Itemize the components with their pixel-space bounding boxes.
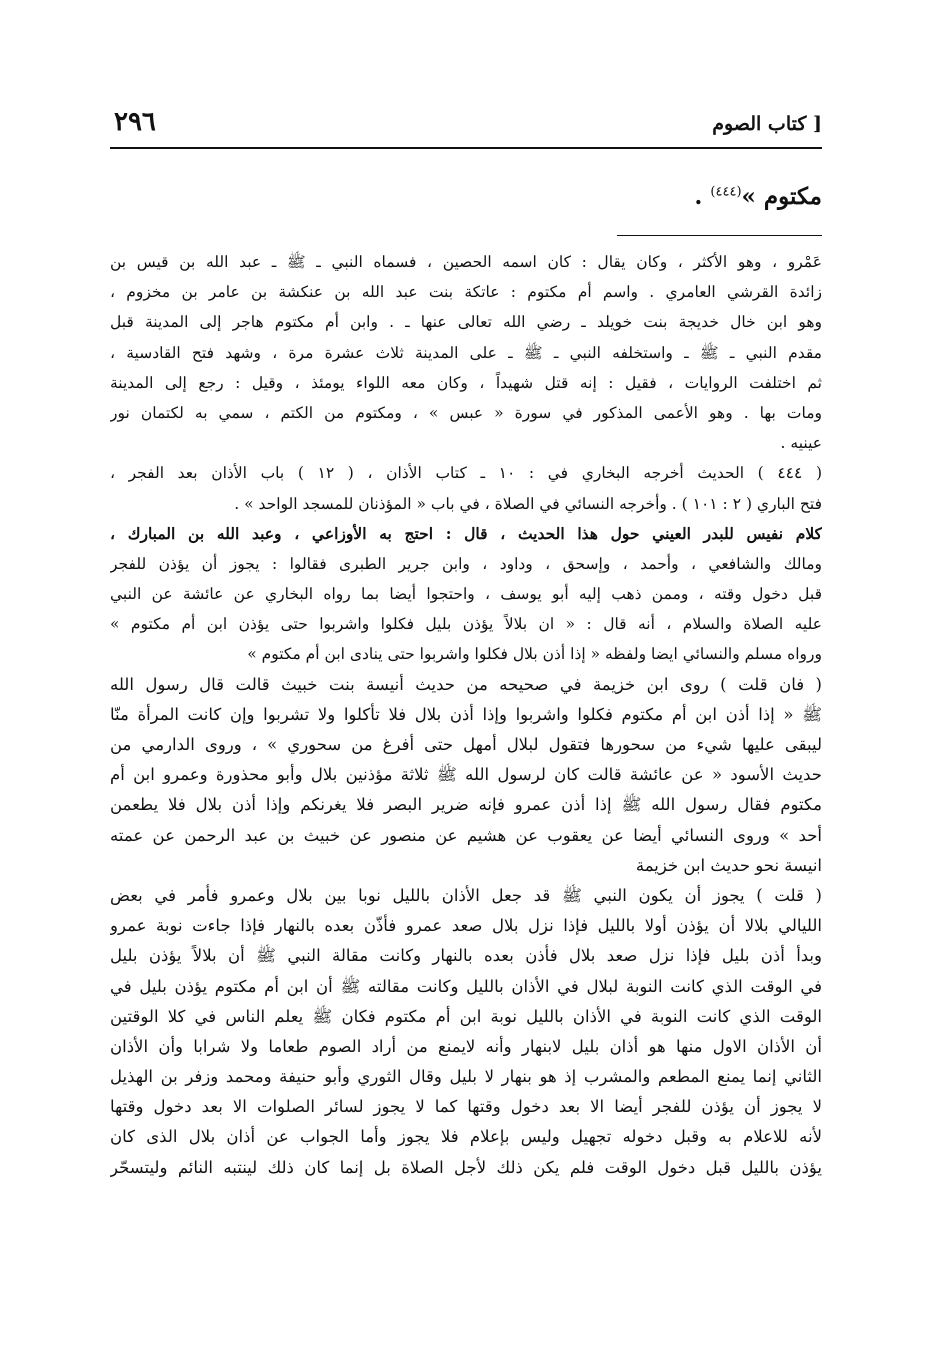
book-title: [ كتاب الصوم [712, 113, 822, 135]
note-line: عليه الصلاة والسلام ، أنه قال : « ان بلالاً يؤذن بليل فكلوا واشربوا حتى يؤذن ابن أم مكتوم » [110, 615, 822, 634]
note-line: وبدأ أذن بليل فإذا نزل صعد بلال فأذن بعده بالنهار وكانت مقالة النبي ﷺ أن بلالاً يؤذن بليل [110, 946, 822, 966]
footnote-reference: (٤٤٤) [710, 184, 742, 200]
note-line: ( قلت ) يجوز أن يكون النبي ﷺ قد جعل الأذان بالليل نوبا بين بلال وعمرو فأمر في بعض [110, 885, 822, 905]
note-line: حديث الأسود « عن عائشة قالت كان لرسول الله ﷺ ثلاثة مؤذنين بلال وأبو محذورة وعمرو ابن أم [110, 765, 822, 785]
document-page [110, 95, 822, 1177]
footnotes [110, 247, 822, 1183]
note-line: زائدة القرشي العامري . واسم أم مكتوم : عاتكة بنت عبد الله بن عنكشة بن عامر بن مخزوم ، [110, 283, 822, 302]
note-line: ﷺ « إذا أذن ابن أم مكتوم فكلوا واشربوا وإذا أذن بلال فلا تأكلوا ولا تشربوا وإن كانت المرأة منّا [110, 704, 822, 724]
main-text [694, 183, 822, 210]
note-line: في الوقت الذي كانت النوبة لبلال في الأذان بالليل وكانت مقالته ﷺ أن ابن أم مكتوم يؤذن بليل في [110, 976, 822, 996]
note-line: عَمْرو ، وهو الأكثر ، وكان يقال : كان اسمه الحصين ، فسماه النبي ـ ﷺ ـ عبد الله بن قيس بن [110, 253, 822, 271]
note-line: يؤذن بالليل قبل دخول الوقت فلم يكن ذلك لأجل الصلاة بل إنما كان ذلك لينتبه النائم وليتسحّر [110, 1157, 822, 1177]
page-header [110, 95, 822, 145]
footnote-divider [617, 235, 822, 236]
note-line: ومات بها . وهو الأعمى المذكور في سورة « عبس » ، ومكتوم من الكتم ، سمي به لكتمان نور [110, 403, 822, 422]
note-line: قبل دخول وقته ، وممن ذهب إليه أبو يوسف ، واحتجوا أيضا بما رواه البخاري عن عائشة عن النبي [110, 585, 822, 604]
note-line: كلام نفيس للبدر العيني حول هذا الحديث ، قال : احتج به الأوزاعي ، وعبد الله بن المبارك ، [110, 523, 822, 543]
note-line: ثم اختلفت الروايات ، فقيل : إنه قتل شهيداً ، وكان معه اللواء يومئذ ، وقيل : رجع إلى المدينة [110, 373, 822, 392]
note-line: فتح الباري ( ٢ : ١٠١ ) . وأخرجه النسائي في الصلاة ، في باب « المؤذنان للمسجد الواحد » . [234, 494, 822, 513]
page-number: ٢٩٦ [114, 107, 156, 137]
note-line: ورواه مسلم والنسائي ايضا ولفظه « إذا أذن بلال فكلوا واشربوا حتى ينادى ابن أم مكتوم » [247, 645, 822, 664]
note-line: أحد » وروى النسائي أيضا عن يعقوب عن هشيم عن منصور عن خبيث بن عبد الرحمن عن عمته [110, 825, 822, 845]
note-line: أن الأذان الاول منها هو أذان بليل لابنهار وأنه لايمنع من أراد الصوم طعاما ولا شرابا وأن الأذان [110, 1036, 822, 1056]
note-line: الوقت الذي كانت النوبة في الأذان بالليل نوبة ابن أم مكتوم فكان ﷺ يعلم الناس في كلا الوقتين [110, 1006, 822, 1026]
note-line: لا يجوز أن يؤذن للفجر أيضا الا بعد دخول وقتها كما لا يجوز لسائر الصلوات الا بعد دخول وقتها [110, 1097, 822, 1117]
note-line: مكتوم فقال رسول الله ﷺ إذا أذن عمرو فإنه ضرير البصر فلا يغرنكم وإذا أذن بلال فلا يطعمن [110, 795, 822, 815]
note-line: ليبقى عليها شيء من سحورها فتقول لبلال أمهل حتى أفرغ من سحوري » ، وروى الدارمي من [110, 735, 822, 754]
note-line: ( فان قلت ) روى ابن خزيمة في صحيحه من حديث أنيسة بنت خبيث قالت قال رسول الله [110, 674, 822, 694]
note-line: الثاني إنما يمنع المطعم والمشرب إذ هو بنهار لا بليل وقال الثوري وأبو حنيفة ومحمد وزفر بن الهذيل [110, 1067, 822, 1087]
note-line: ومالك والشافعي ، وأحمد ، وإسحق ، وداود ، وابن جرير الطبرى فقالوا : يجوز أن يؤذن للفجر [110, 554, 822, 573]
note-line: عينيه . [780, 434, 822, 453]
note-line: الليالي بلالا أن يؤذن أولا بالليل فإذا نزل بلال صعد عمرو فأذّن بعده بالنهار فإذا جاءت نوبة عمرو [110, 916, 822, 936]
main-text-end: . [694, 183, 711, 210]
note-line: انيسة نحو حديث ابن خزيمة [635, 855, 822, 875]
note-line: وهو ابن خال خديجة بنت خويلد ـ رضي الله تعالى عنها ـ . وابن أم مكتوم هاجر إلى المدينة قبل [110, 313, 822, 332]
note-line: لأنه للاعلام به وقبل دخوله تجهيل وليس بإعلام فلا يجوز وأما الجواب عن أذان بلال الذى كان [110, 1127, 822, 1147]
note-line: ( ٤٤٤ ) الحديث أخرجه البخاري في : ١٠ ـ كتاب الأذان ، ( ١٢ ) باب الأذان بعد الفجر ، [110, 464, 822, 483]
note-line: مقدم النبي ـ ﷺ ـ واستخلفه النبي ـ ﷺ ـ على المدينة ثلاث عشرة مرة ، وشهد فتح القادسية ، [110, 343, 822, 362]
main-text-body: مكتوم » [741, 183, 822, 210]
header-divider [110, 147, 822, 149]
